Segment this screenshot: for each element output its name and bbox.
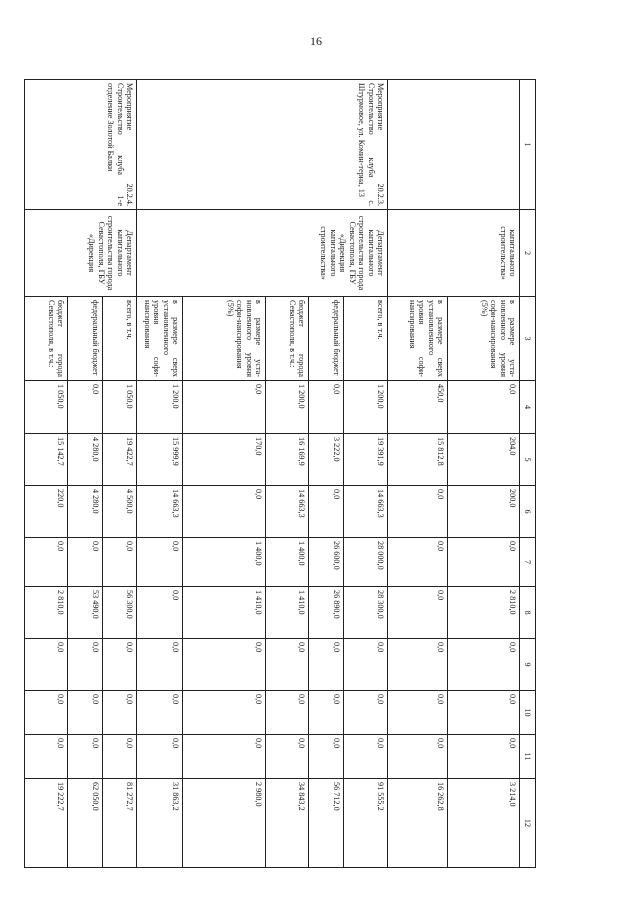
funding-source-cell: в размере сверх установленного уровня софи-нансирования xyxy=(388,297,448,381)
value-cell: 170,0 xyxy=(183,434,266,486)
column-number-row xyxy=(520,80,536,868)
column-number: 3 xyxy=(520,297,536,381)
value-cell: 1 400,0 xyxy=(183,538,266,587)
total-value-cell: 34 843,2 xyxy=(266,779,309,868)
value-cell: 0,0 xyxy=(266,639,309,691)
value-cell: 0,0 xyxy=(103,691,137,735)
funding-source-cell: в размере сверх установленного уровня софи-нансирования xyxy=(137,297,183,381)
total-value-cell: 16 262,8 xyxy=(388,779,448,868)
value-cell: 26 890,0 xyxy=(309,587,344,639)
total-value-cell: 19 222,7 xyxy=(25,779,68,868)
total-value-cell: 81 272,7 xyxy=(103,779,137,868)
funding-source-cell: всего, в т.ч. xyxy=(103,297,137,381)
value-cell: 19 422,7 xyxy=(103,434,137,486)
value-cell: 0,0 xyxy=(25,691,68,735)
value-cell: 0,0 xyxy=(388,735,448,779)
value-cell: 3 222,0 xyxy=(309,434,344,486)
value-cell: 15 812,8 xyxy=(388,434,448,486)
value-cell: 19 391,9 xyxy=(344,434,388,486)
total-value-cell: 56 712,0 xyxy=(309,779,344,868)
column-number: 9 xyxy=(520,639,536,691)
value-cell: 0,0 xyxy=(266,735,309,779)
value-cell: 0,0 xyxy=(309,381,344,434)
value-cell: 2 810,0 xyxy=(25,587,68,639)
value-cell: 0,0 xyxy=(68,735,103,779)
value-cell: 1 200,0 xyxy=(266,381,309,434)
value-cell: 0,0 xyxy=(448,381,520,434)
budget-table-frame xyxy=(46,79,536,867)
column-number: 6 xyxy=(520,486,536,538)
column-number: 4 xyxy=(520,381,536,434)
value-cell: 0,0 xyxy=(309,691,344,735)
value-cell: 0,0 xyxy=(25,639,68,691)
funding-source-cell: федеральный бюджет xyxy=(68,297,103,381)
executor-cell: Департамент капитального строительства города Севастополя, ГБУ «Дирекция капитального строительства» xyxy=(137,210,388,297)
value-cell: 0,0 xyxy=(309,639,344,691)
column-number: 10 xyxy=(520,691,536,735)
column-number: 2 xyxy=(520,210,536,297)
value-cell: 1 200,0 xyxy=(344,381,388,434)
value-cell: 0,0 xyxy=(183,381,266,434)
measure-cell: Мероприятие 20.2.4. Строительство клуба 1-е отделение Золотой Балки xyxy=(25,80,137,210)
value-cell: 0,0 xyxy=(137,691,183,735)
column-number: 12 xyxy=(520,779,536,868)
total-value-cell: 2 980,0 xyxy=(183,779,266,868)
funding-source-cell: всего, в т.ч. xyxy=(344,297,388,381)
value-cell: 53 490,0 xyxy=(68,587,103,639)
executor-cell: капитального строительства» xyxy=(388,210,520,297)
value-cell: 15 999,9 xyxy=(137,434,183,486)
total-value-cell: 91 555,2 xyxy=(344,779,388,868)
value-cell: 0,0 xyxy=(103,639,137,691)
page-number: 16 xyxy=(310,34,322,48)
value-cell: 1 200,0 xyxy=(137,381,183,434)
funding-source-cell: федеральный бюджет xyxy=(309,297,344,381)
value-cell: 0,0 xyxy=(388,639,448,691)
total-value-cell: 3 214,0 xyxy=(448,779,520,868)
column-number: 11 xyxy=(520,735,536,779)
value-cell: 200,0 xyxy=(448,486,520,538)
funding-source-cell: в размере уста-новленного уровня софи-нансирования (5%) xyxy=(183,297,266,381)
value-cell: 0,0 xyxy=(183,486,266,538)
value-cell: 0,0 xyxy=(183,639,266,691)
value-cell: 56 300,0 xyxy=(103,587,137,639)
value-cell: 1 050,0 xyxy=(25,381,68,434)
value-cell: 450,0 xyxy=(388,381,448,434)
value-cell: 0,0 xyxy=(68,639,103,691)
value-cell: 16 169,9 xyxy=(266,434,309,486)
value-cell: 0,0 xyxy=(448,735,520,779)
value-cell: 0,0 xyxy=(344,735,388,779)
value-cell: 1 050,0 xyxy=(103,381,137,434)
value-cell: 0,0 xyxy=(103,538,137,587)
value-cell: 0,0 xyxy=(309,486,344,538)
value-cell: 0,0 xyxy=(183,735,266,779)
value-cell: 28 000,0 xyxy=(344,538,388,587)
value-cell: 0,0 xyxy=(388,486,448,538)
value-cell: 26 600,0 xyxy=(309,538,344,587)
value-cell: 0,0 xyxy=(68,381,103,434)
column-number: 1 xyxy=(520,80,536,210)
funding-source-cell: бюджет города Севастополя, в т.ч.: xyxy=(266,297,309,381)
funding-source-cell: бюджет города Севастополя, в т.ч.: xyxy=(25,297,68,381)
value-cell: 2 810,0 xyxy=(448,587,520,639)
value-cell: 0,0 xyxy=(68,691,103,735)
value-cell: 4 280,0 xyxy=(68,486,103,538)
value-cell: 0,0 xyxy=(68,538,103,587)
value-cell: 14 663,3 xyxy=(344,486,388,538)
value-cell: 0,0 xyxy=(388,587,448,639)
funding-source-cell: в размере уста-новленного уровня софи-нансирования (5%) xyxy=(448,297,520,381)
value-cell: 0,0 xyxy=(388,538,448,587)
value-cell: 1 410,0 xyxy=(183,587,266,639)
table-row xyxy=(103,80,137,868)
value-cell: 0,0 xyxy=(103,735,137,779)
budget-table xyxy=(24,79,536,868)
value-cell: 0,0 xyxy=(25,538,68,587)
column-number: 8 xyxy=(520,587,536,639)
value-cell: 14 663,3 xyxy=(137,486,183,538)
value-cell: 4 500,0 xyxy=(103,486,137,538)
value-cell: 28 300,0 xyxy=(344,587,388,639)
value-cell: 0,0 xyxy=(137,735,183,779)
value-cell: 0,0 xyxy=(448,691,520,735)
total-value-cell: 31 863,2 xyxy=(137,779,183,868)
value-cell: 0,0 xyxy=(448,639,520,691)
value-cell: 0,0 xyxy=(344,691,388,735)
value-cell: 1 400,0 xyxy=(266,538,309,587)
value-cell: 204,0 xyxy=(448,434,520,486)
total-value-cell: 62 050,0 xyxy=(68,779,103,868)
value-cell: 0,0 xyxy=(344,639,388,691)
value-cell: 14 663,3 xyxy=(266,486,309,538)
value-cell: 220,0 xyxy=(25,486,68,538)
value-cell: 0,0 xyxy=(137,538,183,587)
executor-cell: Департамент капитального строительства города Севастополя, ГБУ «Дирекция xyxy=(25,210,137,297)
value-cell: 0,0 xyxy=(137,639,183,691)
value-cell: 0,0 xyxy=(137,587,183,639)
value-cell: 0,0 xyxy=(388,691,448,735)
table-row xyxy=(344,80,388,868)
value-cell: 1 410,0 xyxy=(266,587,309,639)
value-cell: 0,0 xyxy=(448,538,520,587)
column-number: 5 xyxy=(520,434,536,486)
value-cell: 4 280,0 xyxy=(68,434,103,486)
value-cell: 0,0 xyxy=(309,735,344,779)
value-cell: 0,0 xyxy=(25,735,68,779)
value-cell: 15 142,7 xyxy=(25,434,68,486)
column-number: 7 xyxy=(520,538,536,587)
measure-cell xyxy=(388,80,520,210)
measure-cell: Мероприятие 20.2.3. Строительство клуба с. Штурмовое, ул. Комин-терна, 13 xyxy=(137,80,388,210)
value-cell: 0,0 xyxy=(266,691,309,735)
table-row xyxy=(448,80,520,868)
value-cell: 0,0 xyxy=(183,691,266,735)
